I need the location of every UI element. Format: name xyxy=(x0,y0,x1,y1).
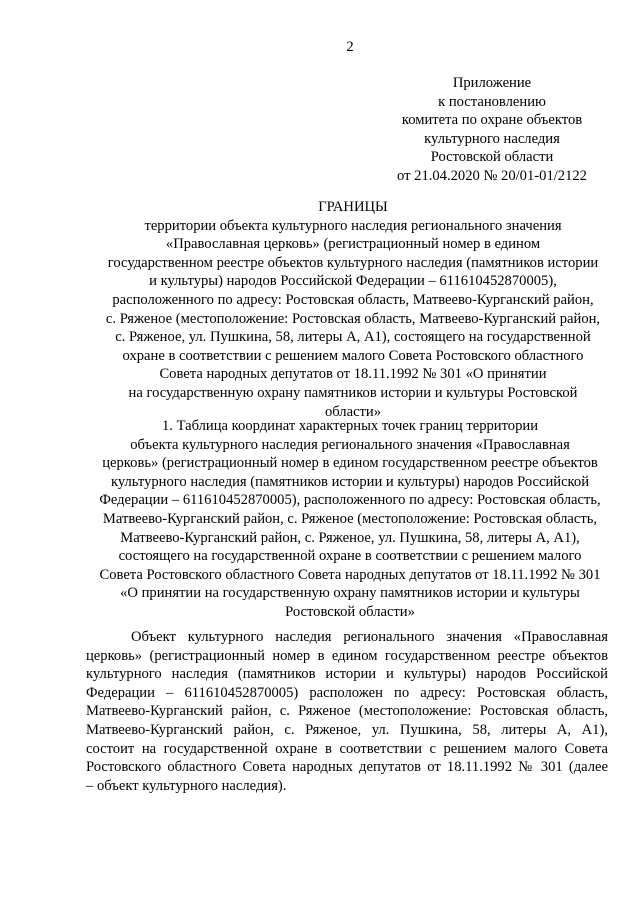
paragraph-line: Федерации – 611610452870005) расположен по адресу: Ростовская область, xyxy=(86,684,608,701)
section-line: культурного наследия (памятников истории и культуры) народов Российской xyxy=(110,473,590,490)
appendix-line: Приложение xyxy=(452,75,532,91)
heading-line: с. Ряженое (местоположение: Ростовская область, Матвеево-Курганский район, xyxy=(105,310,601,327)
heading-line: государственном реестре объектов культурного наследия (памятников истории xyxy=(107,254,599,271)
body-paragraph xyxy=(86,628,608,795)
page-number: 2 xyxy=(346,39,354,55)
section-line: Матвеево-Курганский район, с. Ряженое (местоположение: Ростовская область, xyxy=(102,510,598,527)
heading-line: Совета народных депутатов от 18.11.1992 № 301 «О принятии xyxy=(159,366,547,383)
paragraph-line: состоит на государственной охране в соответствии с решением малого Совета xyxy=(86,740,608,757)
heading-line: расположенного по адресу: Ростовская область, Матвеево-Курганский район, xyxy=(112,291,594,308)
paragraph-line: культурного наследия (памятников истории и культуры) народов Российской xyxy=(86,666,608,683)
heading-line: на государственную охрану памятников истории и культуры Ростовской xyxy=(128,384,578,401)
heading-line: области» xyxy=(324,403,382,420)
paragraph-line: Матвеево-Курганский район, с. Ряженое, ул. Пушкина, 58, литеры А, А1), xyxy=(86,721,608,738)
section-heading xyxy=(80,417,620,622)
heading-line: «Православная церковь» (регистрационный номер в едином xyxy=(165,236,541,253)
section-line: церковь» (регистрационный номер в едином государственном реестре объектов xyxy=(102,455,598,472)
appendix-line: от 21.04.2020 № 20/01-01/2122 xyxy=(397,167,587,184)
appendix-block xyxy=(392,74,592,186)
appendix-line: культурного наследия xyxy=(424,130,560,147)
section-line: Ростовской области» xyxy=(285,603,415,620)
section-line: «О принятии на государственную охрану памятников истории и культуры xyxy=(120,585,580,602)
section-line: объекта культурного наследия регионального значения «Православная xyxy=(130,436,570,453)
heading-line: территории объекта культурного наследия регионального значения xyxy=(144,217,562,234)
section-line: Федерации – 611610452870005), расположенного по адресу: Ростовская область, xyxy=(99,492,601,509)
section-line: Матвеево-Курганский район, с. Ряженое, ул. Пушкина, 58, литеры А, А1), xyxy=(120,529,580,546)
paragraph-line: – объект культурного наследия). xyxy=(86,777,287,794)
paragraph-line: церковь» (регистрационный номер в едином государственном реестре объектов xyxy=(86,647,608,664)
heading-line: и культуры) народов Российской Федерации – 611610452870005), xyxy=(149,273,557,290)
heading-line: охране в соответствии с решением малого Совета Ростовского областного xyxy=(122,347,584,364)
appendix-line: Ростовской области xyxy=(430,149,554,166)
appendix-line: комитета по охране объектов xyxy=(401,112,583,129)
document-title: ГРАНИЦЫ xyxy=(318,199,388,215)
section-line: состоящего на государственной охране в соответствии с решением малого xyxy=(118,548,582,565)
paragraph-line: Ростовского областного Совета народных депутатов от 18.11.1992 № 301 (далее xyxy=(86,759,608,776)
section-line: Совета Ростовского областного Совета народных депутатов от 18.11.1992 № 301 xyxy=(99,566,601,583)
appendix-line: к постановлению xyxy=(438,93,546,110)
paragraph-line: Матвеево-Курганский район, с. Ряженое (местоположение: Ростовская область, xyxy=(86,703,608,720)
section-line: 1. Таблица координат характерных точек границ территории xyxy=(161,418,539,434)
paragraph-line: Объект культурного наследия регионального значения «Православная xyxy=(131,629,608,645)
heading-line: с. Ряженое, ул. Пушкина, 58, литеры А, А1), состоящего на государственной xyxy=(115,329,591,346)
document-heading xyxy=(96,198,610,421)
